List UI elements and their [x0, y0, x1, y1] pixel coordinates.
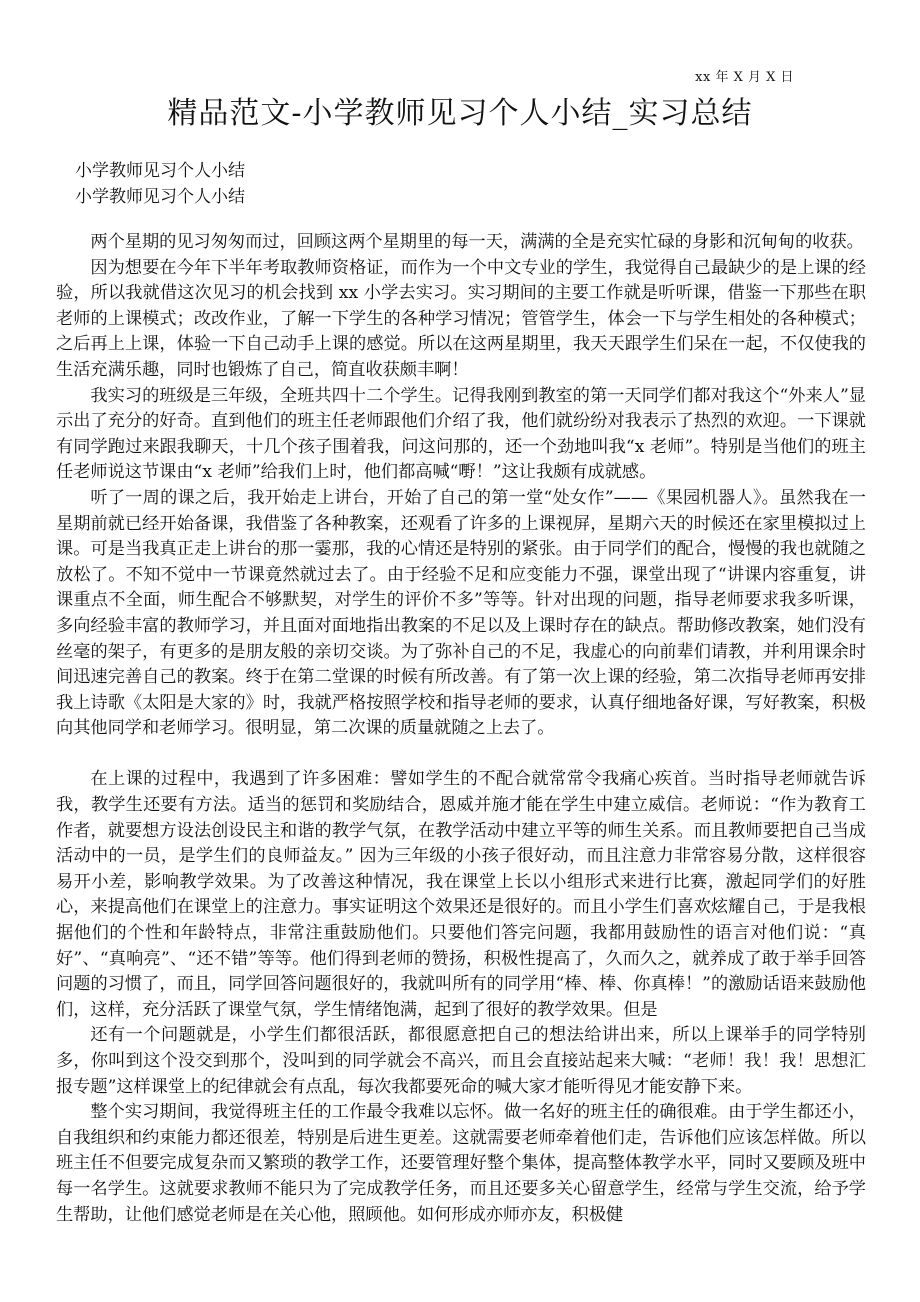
subtitle-line: 小学教师见习个人小结	[75, 187, 245, 207]
paragraph: 听了一周的课之后，我开始走上讲台，开始了自己的第一堂“处女作”——《果园机器人》。虽然我在一星期前就已经开始备课，我借鉴了各种教案，还观看了许多的上课视屏，星期六天的时候还在家里模拟过上课。可是当我真正走上讲台的那一霎那，我的心情还是特别的紧张。由于同学们的配合，慢慢的我也就随之放松了。不知不觉中一节课竟然就过去了。由于经验不足和应变能力不强，课堂出现了“讲课内容重复，讲课重点不全面，师生配合不够默契，对学生的评价不多”等等。针对出现的问题，指导老师要求我多听课，多向经验丰富的教师学习，并且面对面地指出教案的不足以及上课时存在的缺点。帮助修改教案，她们没有丝毫的架子，有更多的是朋友般的亲切交谈。为了弥补自己的不足，我虚心的向前辈们请教，并利用课余时间迅速完善自己的教案。终于在第二堂课的时候有所改善。有了第一次上课的经验，第二次指导老师再安排我上诗歌《太阳是大家的》时，我就严格按照学校和指导老师的要求，认真仔细地备好课，写好教案，积极向其他同学和老师学习。很明显，第二次课的质量就随之上去了。	[56, 487, 866, 739]
document-title: 精品范文-小学教师见习个人小结_实习总结	[167, 96, 753, 131]
paragraph: 两个星期的见习匆匆而过，回顾这两个星期里的每一天，满满的全是充实忙碌的身影和沉甸甸的收获。	[90, 232, 864, 252]
subtitle-line: 小学教师见习个人小结	[75, 161, 245, 181]
paragraph: 因为想要在今年下半年考取教师资格证，而作为一个中文专业的学生，我觉得自己最缺少的是上课的经验，所以我就借这次见习的机会找到 xx 小学去实习。实习期间的主要工作就是听听课，借鉴一下那些在职老师的上课模式；改改作业，了解一下学生的各种学习情况；管管学生，体会一下与学生相处的各种模式；之后再上上课，体验一下自己动手上课的感觉。所以在这两星期里，我天天跟学生们呆在一起，不仅使我的生活充满乐趣，同时也锻炼了自己，简直收获颇丰啊！	[56, 257, 866, 380]
document-body	[56, 230, 866, 1228]
paragraph: 我实习的班级是三年级，全班共四十二个学生。记得我刚到教室的第一天同学们都对我这个“外来人”显示出了充分的好奇。直到他们的班主任老师跟他们介绍了我，他们就纷纷对我表示了热烈的欢迎。一下课就有同学跑过来跟我聊天，十几个孩子围着我，问这问那的，还一个劲地叫我“x 老师”。特别是当他们的班主任老师说这节课由“x 老师”给我们上时，他们都高喊“嘢！”这让我颇有成就感。	[56, 385, 866, 483]
paragraph: 还有一个问题就是，小学生们都很活跃，都很愿意把自己的想法给讲出来，所以上课举手的同学特别多，你叫到这个没交到那个，没叫到的同学就会不高兴，而且会直接站起来大喊：“老师！我！我！思想汇报专题”这样课堂上的纪律就会有点乱，每次我都要死命的喊大家才能听得见才能安静下来。	[56, 1025, 866, 1097]
document-date: xx 年 X 月 X 日	[695, 70, 794, 85]
paragraph-spacer	[56, 742, 866, 768]
subtitle-block	[75, 158, 245, 210]
paragraph: 在上课的过程中，我遇到了许多困难：譬如学生的不配合就常常令我痛心疾首。当时指导老师就告诉我，教学生还要有方法。适当的惩罚和奖励结合，恩威并施才能在学生中建立威信。老师说：“作为教育工作者，就要想方设法创设民主和谐的教学气氛，在教学活动中建立平等的师生关系。而且教师要把自己当成活动中的一员，是学生们的良师益友。” 因为三年级的小孩子很好动，而且注意力非常容易分散，这样很容易开小差，影响教学效果。为了改善这种情况，我在课堂上长以小组形式来进行比赛，激起同学们的好胜心，来提高他们在课堂上的注意力。事实证明这个效果还是很好的。而且小学生们喜欢炫耀自己，于是我根据他们的个性和年龄特点，非常注重鼓励他们。只要他们答完问题，我都用鼓励性的语言对他们说：“真好”、“真响亮”、“还不错”等等。他们得到老师的赞扬，积极性提高了，久而久之，就养成了敢于举手回答问题的习惯了，而且，同学回答问题很好的，我就叫所有的同学用“棒、棒、你真棒！”的激励话语来鼓励他们，这样，充分活跃了课堂气氛，学生情绪饱满，起到了很好的教学效果。但是	[56, 769, 866, 1020]
paragraph: 整个实习期间，我觉得班主任的工作最令我难以忘怀。做一名好的班主任的确很难。由于学生都还小，自我组织和约束能力都还很差，特别是后进生更差。这就需要老师牵着他们走，告诉他们应该怎样做。所以班主任不但要完成复杂而又繁琐的教学工作，还要管理好整个集体，提高整体教学水平，同时又要顾及班中每一名学生。这就要求教师不能只为了完成教学任务，而且还要多关心留意学生，经常与学生交流，给予学生帮助，让他们感觉老师是在关心他，照顾他。如何形成亦师亦友，积极健	[56, 1102, 866, 1225]
